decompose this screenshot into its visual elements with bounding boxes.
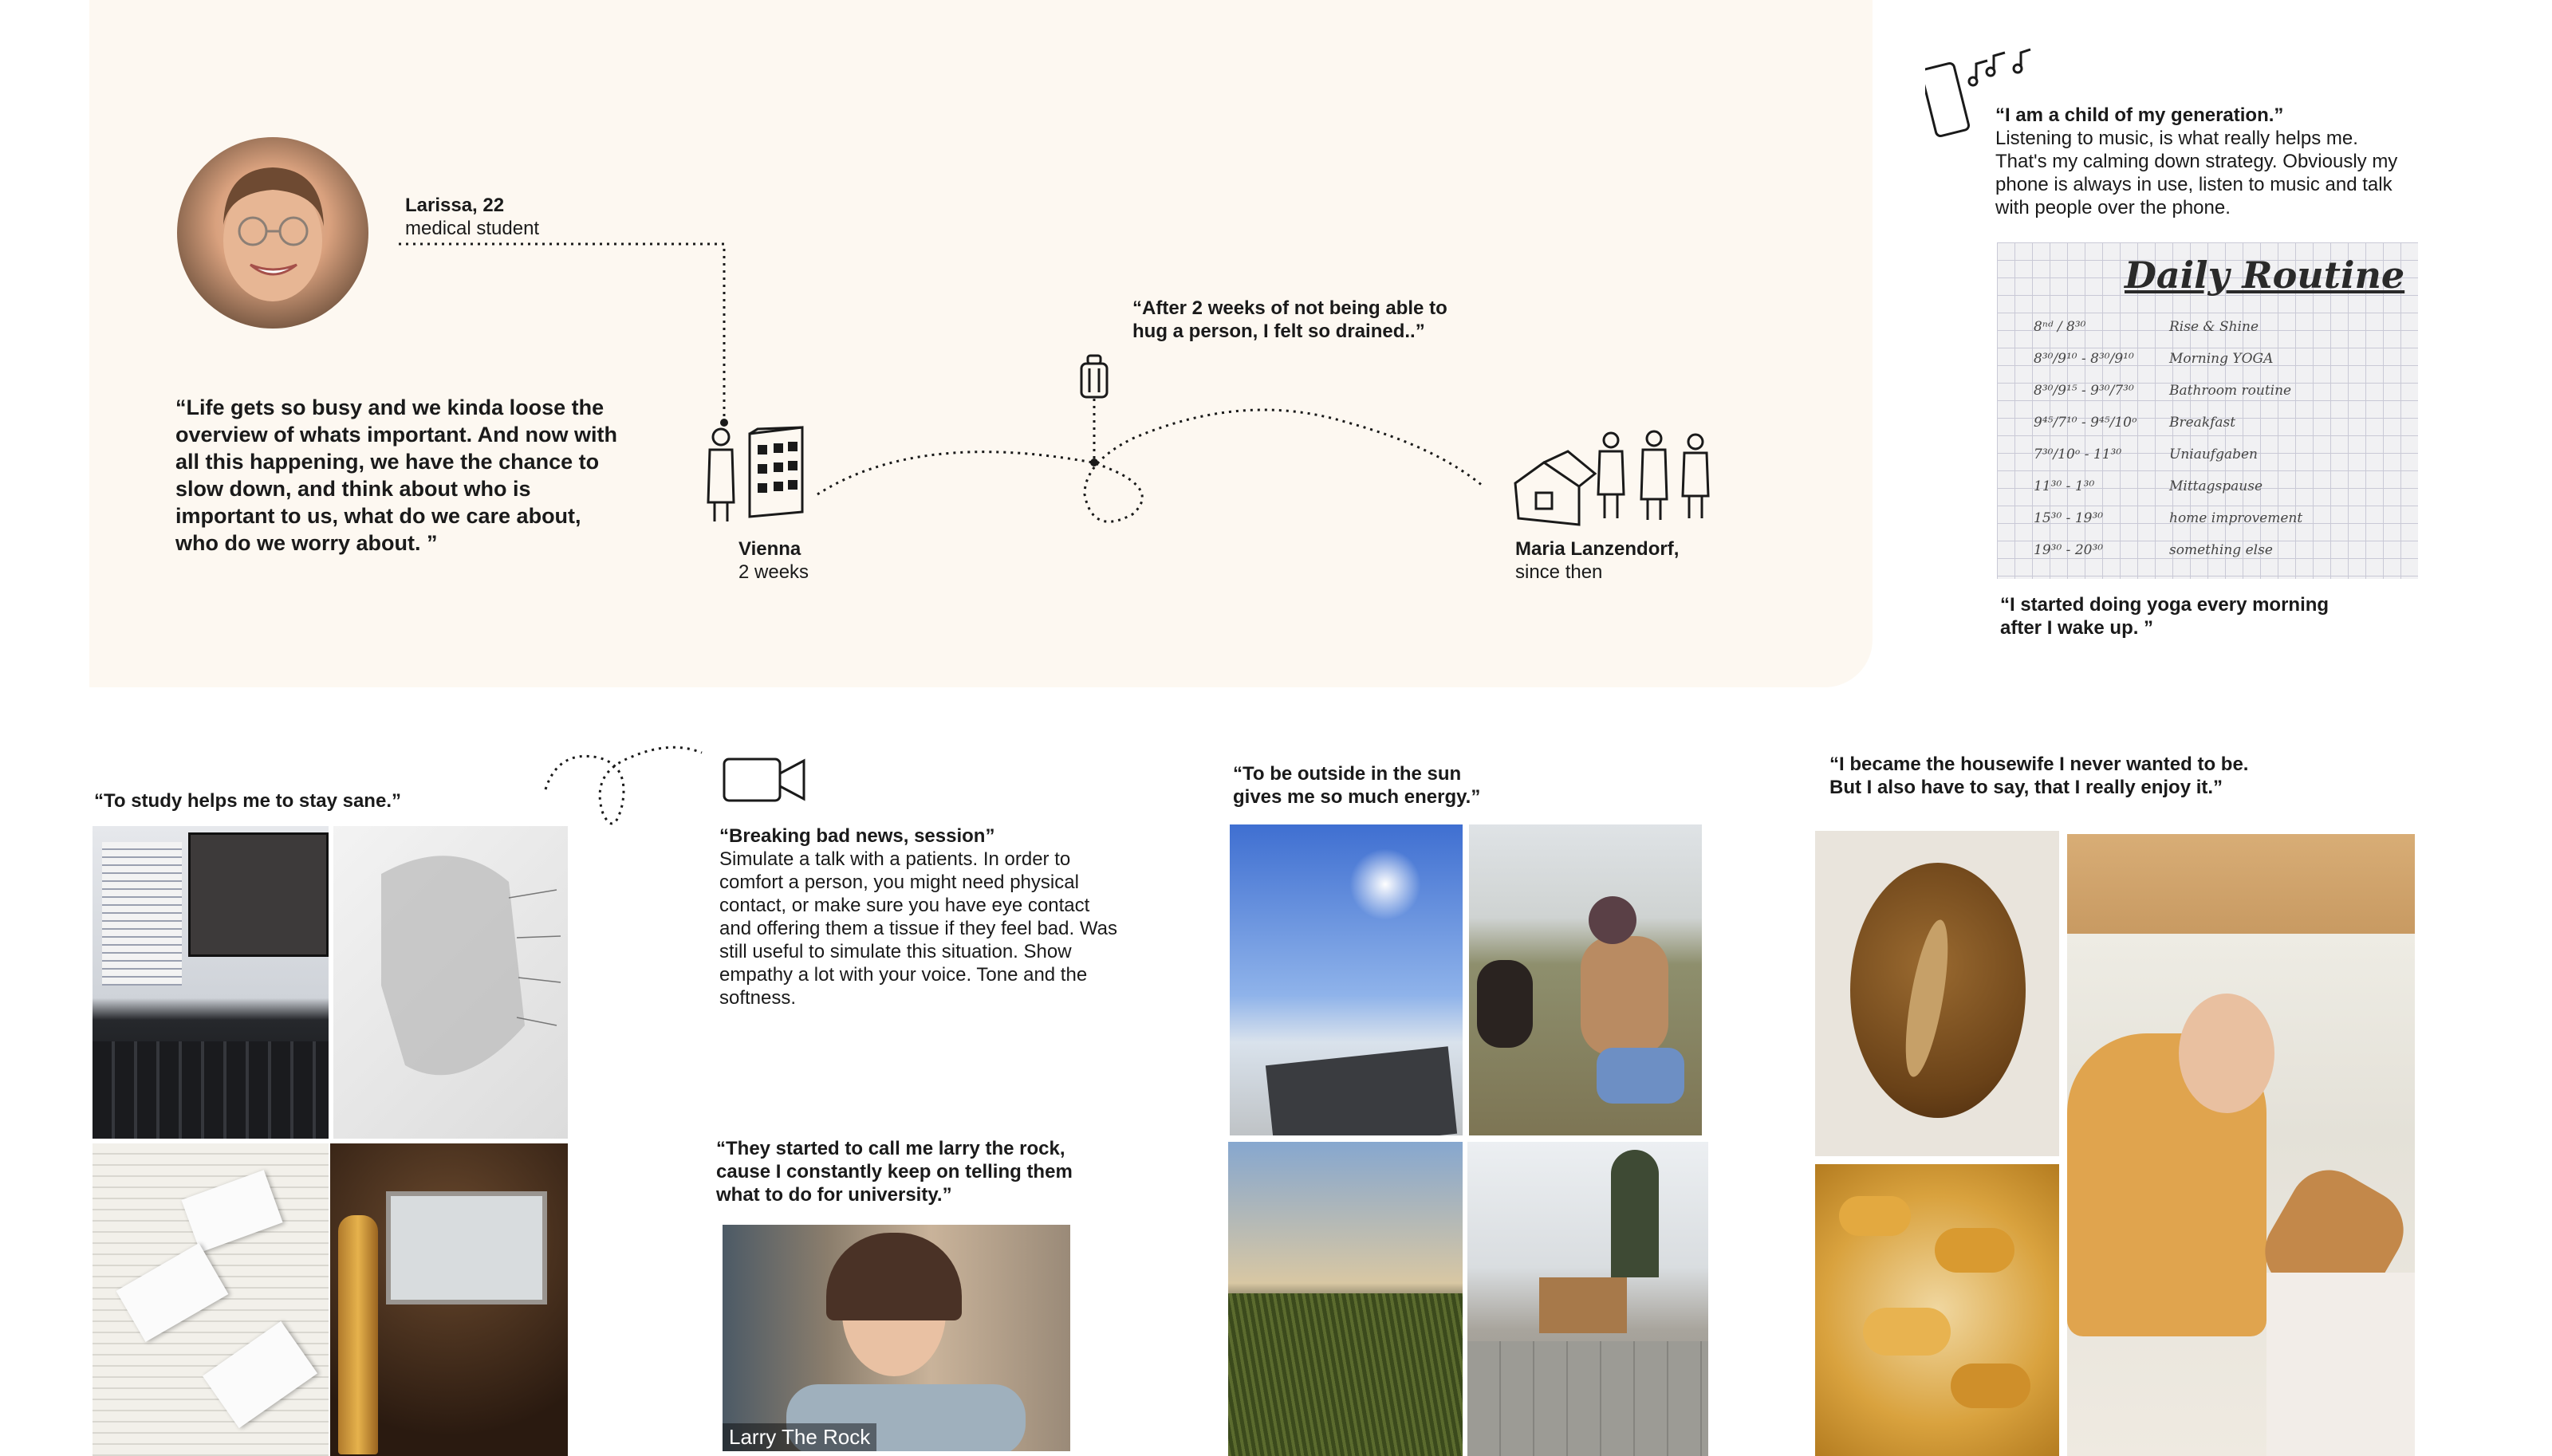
routine-activity: Rise & Shine xyxy=(2169,319,2259,335)
sun-laptop-photo xyxy=(1230,824,1463,1135)
routine-time: 8ⁿᵈ / 8³⁰ xyxy=(2034,319,2086,335)
music-body: Listening to music, is what really helps me. That's my calming down strategy. Obviously my phone is always in use, listen to music and talk with people over the phone. xyxy=(1995,128,2398,218)
middle-quote: “After 2 weeks of not being able to hug a person, I felt so drained..” xyxy=(1132,297,1447,342)
study-video-call-photo xyxy=(93,826,329,1139)
routine-activity: Bathroom routine xyxy=(2169,383,2292,399)
routine-row xyxy=(2034,439,2400,470)
routine-time: 11³⁰ - 1³⁰ xyxy=(2034,478,2095,494)
house-family-icon xyxy=(1512,427,1719,531)
routine-time: 19³⁰ - 20³⁰ xyxy=(2034,542,2104,558)
persona-occupation: medical student xyxy=(405,218,540,239)
routine-row xyxy=(2034,502,2400,534)
main-quote: “Life gets so busy and we kinda loose the overview of whats important. And now with all this happening, we have the chance to slow down, and think about who is important to us, what do we care about, who do we worry about. ” xyxy=(175,395,618,555)
persona-name: Larissa, 22 xyxy=(405,195,505,216)
person-building-icon xyxy=(702,423,813,526)
housewife-quote: “I became the housewife I never wanted to be. But I also have to say, that I really enjoy it.” xyxy=(1829,754,2249,798)
routine-row xyxy=(2034,375,2400,407)
larry-video-label: Larry The Rock xyxy=(723,1423,876,1451)
stop1-duration: 2 weeks xyxy=(738,561,809,583)
kitchen-baking-photo xyxy=(2067,834,2415,1456)
stop2-duration: since then xyxy=(1515,561,1603,583)
anatomy-sketch-photo xyxy=(333,826,568,1139)
routine-time: 9⁴⁵/7¹⁰ - 9⁴⁵/10ᵒ xyxy=(2034,415,2137,431)
routine-time: 7³⁰/10ᵒ - 11³⁰ xyxy=(2034,447,2122,462)
stop1-place: Vienna xyxy=(738,538,801,560)
routine-row xyxy=(2034,311,2400,343)
routine-title: Daily Routine xyxy=(2125,254,2405,297)
sun-quote: “To be outside in the sun gives me so much energy.” xyxy=(1233,763,1481,808)
routine-time: 8³⁰/9¹⁰ - 8³⁰/9¹⁰ xyxy=(2034,351,2134,367)
routine-activity: Mittagspause xyxy=(2169,478,2263,494)
study-quote: “To study helps me to stay sane.” xyxy=(94,790,401,812)
suitcase-icon xyxy=(1078,354,1110,402)
routine-time: 8³⁰/9¹⁵ - 9³⁰/7³⁰ xyxy=(2034,383,2134,399)
stop2-place: Maria Lanzendorf, xyxy=(1515,538,1680,560)
routine-caption: “I started doing yoga every morning after I wake up. ” xyxy=(2000,594,2329,639)
music-headline: “I am a child of my generation.” xyxy=(1995,104,2284,126)
daily-routine-photo xyxy=(1997,242,2418,579)
routine-row xyxy=(2034,534,2400,566)
routine-activity: something else xyxy=(2169,542,2273,558)
croissants-photo xyxy=(1815,1164,2059,1456)
session-headline: “Breaking bad news, session” xyxy=(719,825,995,847)
bread-loaf-photo xyxy=(1815,831,2059,1156)
routine-row xyxy=(2034,343,2400,375)
garden-planter-photo xyxy=(1467,1142,1708,1456)
routine-row xyxy=(2034,407,2400,439)
routine-activity: Breakfast xyxy=(2169,415,2236,431)
routine-activity: Uniaufgaben xyxy=(2169,447,2258,462)
video-camera-icon xyxy=(721,754,809,805)
sunset-grass-photo xyxy=(1228,1142,1463,1456)
routine-list xyxy=(2034,311,2400,566)
larry-video-still xyxy=(723,1225,1070,1451)
routine-time: 15³⁰ - 19³⁰ xyxy=(2034,510,2104,526)
laptop-beer-photo xyxy=(330,1143,568,1456)
routine-row xyxy=(2034,470,2400,502)
session-body: Simulate a talk with a patients. In order to comfort a person, you might need physical contact, or make sure you have eye contact and offering them a tissue if they feel bad. Was still useful to simulate this situation. Show empathy a lot with your voice. Tone and the softness. xyxy=(719,848,1117,1009)
pet-animal-photo xyxy=(1469,824,1702,1135)
larry-quote: “They started to call me larry the rock, cause I constantly keep on telling them what to do for university.” xyxy=(716,1138,1073,1206)
routine-activity: home improvement xyxy=(2169,510,2303,526)
routine-activity: Morning YOGA xyxy=(2169,351,2274,367)
flashcards-photo xyxy=(93,1143,329,1456)
